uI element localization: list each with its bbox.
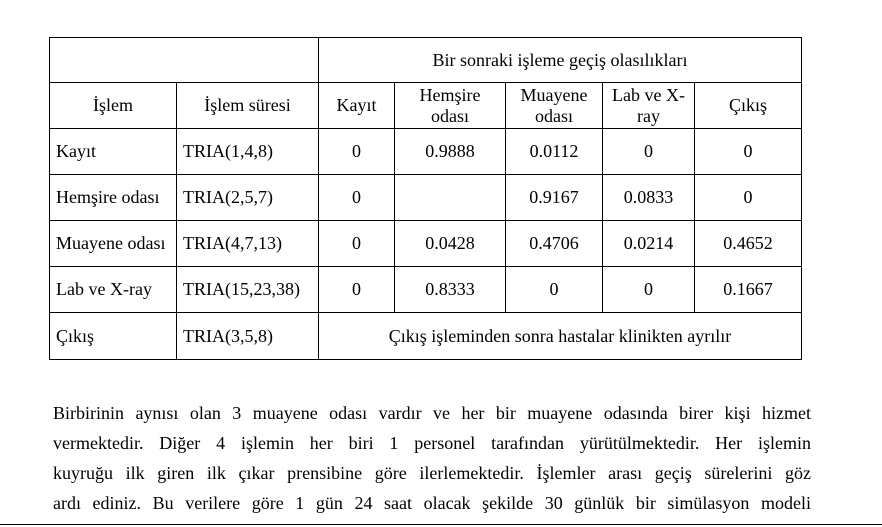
empty-corner-cell xyxy=(50,38,319,83)
row-kayit-cell: 0 xyxy=(319,129,395,175)
row-hemsire-cell: 0.0428 xyxy=(395,221,506,267)
row-hemsire-cell xyxy=(395,175,506,221)
row-cikis-cell: 0.4652 xyxy=(695,221,802,267)
row-lab-cell: 0 xyxy=(603,129,695,175)
row-kayit-cell: 0 xyxy=(319,221,395,267)
row-lab-cell: 0.0214 xyxy=(603,221,695,267)
row-muayene-cell: 0.4706 xyxy=(506,221,603,267)
group-header-transition-probabilities: Bir sonraki işleme geçiş olasılıkları xyxy=(319,38,802,83)
column-header-kayit: Kayıt xyxy=(319,83,395,129)
row-lab-cell: 0.0833 xyxy=(603,175,695,221)
row-muayene-cell: 0.9167 xyxy=(506,175,603,221)
table-row xyxy=(50,129,802,175)
row-cikis-cell: 0 xyxy=(695,175,802,221)
row-islem-cell: Hemşire odası xyxy=(50,175,177,221)
body-paragraph xyxy=(53,398,811,518)
column-header-hemsire-odasi: Hemşire odası xyxy=(395,83,506,129)
column-header-muayene-odasi: Muayene odası xyxy=(506,83,603,129)
transition-probability-table xyxy=(49,37,802,360)
row-sure-cell: TRIA(3,5,8) xyxy=(177,313,319,360)
row-sure-cell: TRIA(4,7,13) xyxy=(177,221,319,267)
row-kayit-cell: 0 xyxy=(319,175,395,221)
row-sure-cell: TRIA(15,23,38) xyxy=(177,267,319,313)
row-cikis-cell: 0.1667 xyxy=(695,267,802,313)
row-kayit-cell: 0 xyxy=(319,267,395,313)
paragraph-line: ardı ediniz. Bu verilere göre 1 gün 24 saat olacak şekilde 30 günlük bir simülasyon modeli xyxy=(53,493,811,513)
column-header-islem-suresi: İşlem süresi xyxy=(177,83,319,129)
row-hemsire-cell: 0.8333 xyxy=(395,267,506,313)
row-islem-cell: Muayene odası xyxy=(50,221,177,267)
page-bottom-divider xyxy=(0,524,882,525)
row-muayene-cell: 0.0112 xyxy=(506,129,603,175)
table-row xyxy=(50,267,802,313)
table-row-exit xyxy=(50,313,802,360)
row-sure-cell: TRIA(1,4,8) xyxy=(177,129,319,175)
row-sure-cell: TRIA(2,5,7) xyxy=(177,175,319,221)
row-cikis-cell: 0 xyxy=(695,129,802,175)
transition-table-container xyxy=(49,37,802,360)
table-row xyxy=(50,175,802,221)
paragraph-line: Birbirinin aynısı olan 3 muayene odası vardır ve her bir muayene odasında birer kişi hizmet xyxy=(53,403,811,423)
column-header-cikis: Çıkış xyxy=(695,83,802,129)
paragraph-line: vermektedir. Diğer 4 işlemin her biri 1 personel tarafından yürütülmektedir. Her işlemin xyxy=(53,433,811,453)
table-row xyxy=(50,221,802,267)
row-islem-cell: Çıkış xyxy=(50,313,177,360)
row-islem-cell: Kayıt xyxy=(50,129,177,175)
column-header-islem: İşlem xyxy=(50,83,177,129)
exit-note-cell: Çıkış işleminden sonra hastalar klinikten ayrılır xyxy=(319,313,802,360)
row-islem-cell: Lab ve X-ray xyxy=(50,267,177,313)
table-column-header-row xyxy=(50,83,802,129)
row-muayene-cell: 0 xyxy=(506,267,603,313)
row-lab-cell: 0 xyxy=(603,267,695,313)
table-group-header-row xyxy=(50,38,802,83)
row-hemsire-cell: 0.9888 xyxy=(395,129,506,175)
paragraph-line: kuyruğu ilk giren ilk çıkar prensibine göre ilerlemektedir. İşlemler arası geçiş sürelerini göz xyxy=(53,463,811,483)
column-header-lab-ve-xray: Lab ve X-ray xyxy=(603,83,695,129)
